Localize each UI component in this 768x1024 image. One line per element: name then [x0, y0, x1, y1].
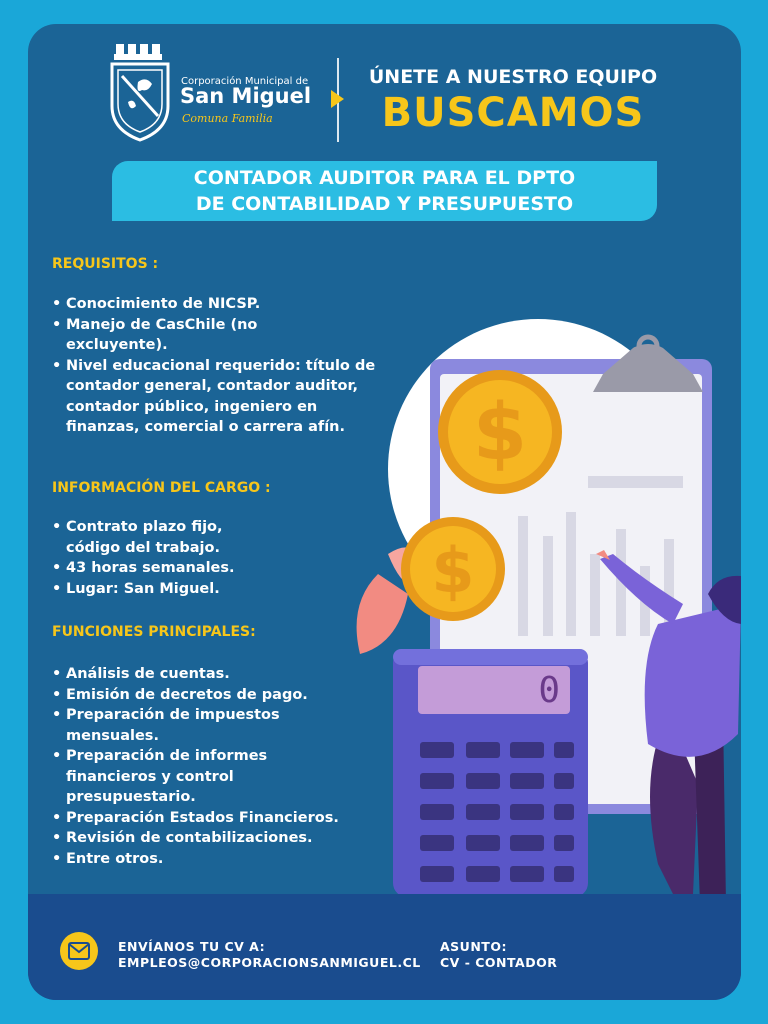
- list-item: • Preparación de impuestos mensuales.: [52, 705, 326, 746]
- list-item: • Nivel educacional requerido: título de contador general, contador auditor, contador público, ingeniero en finanzas, comercial o carrera afín.: [52, 356, 376, 438]
- functions-title: FUNCIONES PRINCIPALES:: [52, 624, 256, 640]
- mail-icon: [60, 932, 98, 970]
- job-info-title: INFORMACIÓN DEL CARGO :: [52, 480, 271, 496]
- job-poster-card: [28, 24, 741, 1000]
- search-heading: BUSCAMOS: [381, 90, 645, 136]
- contact-email-link[interactable]: EMPLEOS@CORPORACIONSANMIGUEL.CL: [118, 955, 421, 970]
- list-item: • Contrato plazo fijo, código del trabajo.: [52, 517, 256, 558]
- subject-value: CV - CONTADOR: [440, 955, 558, 970]
- arrow-right-icon: [331, 90, 344, 108]
- requirements-title: REQUISITOS :: [52, 256, 159, 272]
- list-item: • Revisión de contabilizaciones.: [52, 828, 392, 849]
- org-small-label: Corporación Municipal de: [181, 76, 309, 87]
- subject-label: ASUNTO:: [440, 939, 507, 954]
- position-line-2: DE CONTABILIDAD Y PRESUPUESTO: [195, 193, 574, 215]
- position-line-1: CONTADOR AUDITOR PARA EL DPTO: [193, 167, 576, 189]
- org-name: San Miguel: [180, 84, 312, 108]
- coin-dollar-symbol: $: [472, 388, 528, 478]
- list-item: • Conocimiento de NICSP.: [52, 294, 392, 315]
- list-item: • Entre otros.: [52, 849, 392, 870]
- org-tagline: Comuna Familia: [182, 112, 273, 125]
- list-item: • Preparación de informes financieros y control presupuestario.: [52, 746, 296, 808]
- contact-footer: [28, 894, 741, 1000]
- municipal-shield-logo: [108, 42, 172, 142]
- send-cv-label: ENVÍANOS TU CV A:: [118, 939, 266, 954]
- position-banner: [112, 161, 657, 221]
- functions-list: [52, 664, 392, 869]
- list-item: • Manejo de CasChile (no excluyente).: [52, 315, 266, 356]
- list-item: • 43 horas semanales.: [52, 558, 392, 579]
- join-heading: ÚNETE A NUESTRO EQUIPO: [368, 66, 658, 88]
- calculator-display-value: 0: [538, 670, 560, 711]
- list-item: • Análisis de cuentas.: [52, 664, 392, 685]
- list-item: • Preparación Estados Financieros.: [52, 808, 392, 829]
- accounting-illustration: [338, 304, 741, 894]
- coin-dollar-symbol-small: $: [431, 534, 475, 607]
- job-info-list: [52, 517, 392, 599]
- requirements-list: [52, 294, 392, 438]
- list-item: • Lugar: San Miguel.: [52, 579, 392, 600]
- list-item: • Emisión de decretos de pago.: [52, 685, 392, 706]
